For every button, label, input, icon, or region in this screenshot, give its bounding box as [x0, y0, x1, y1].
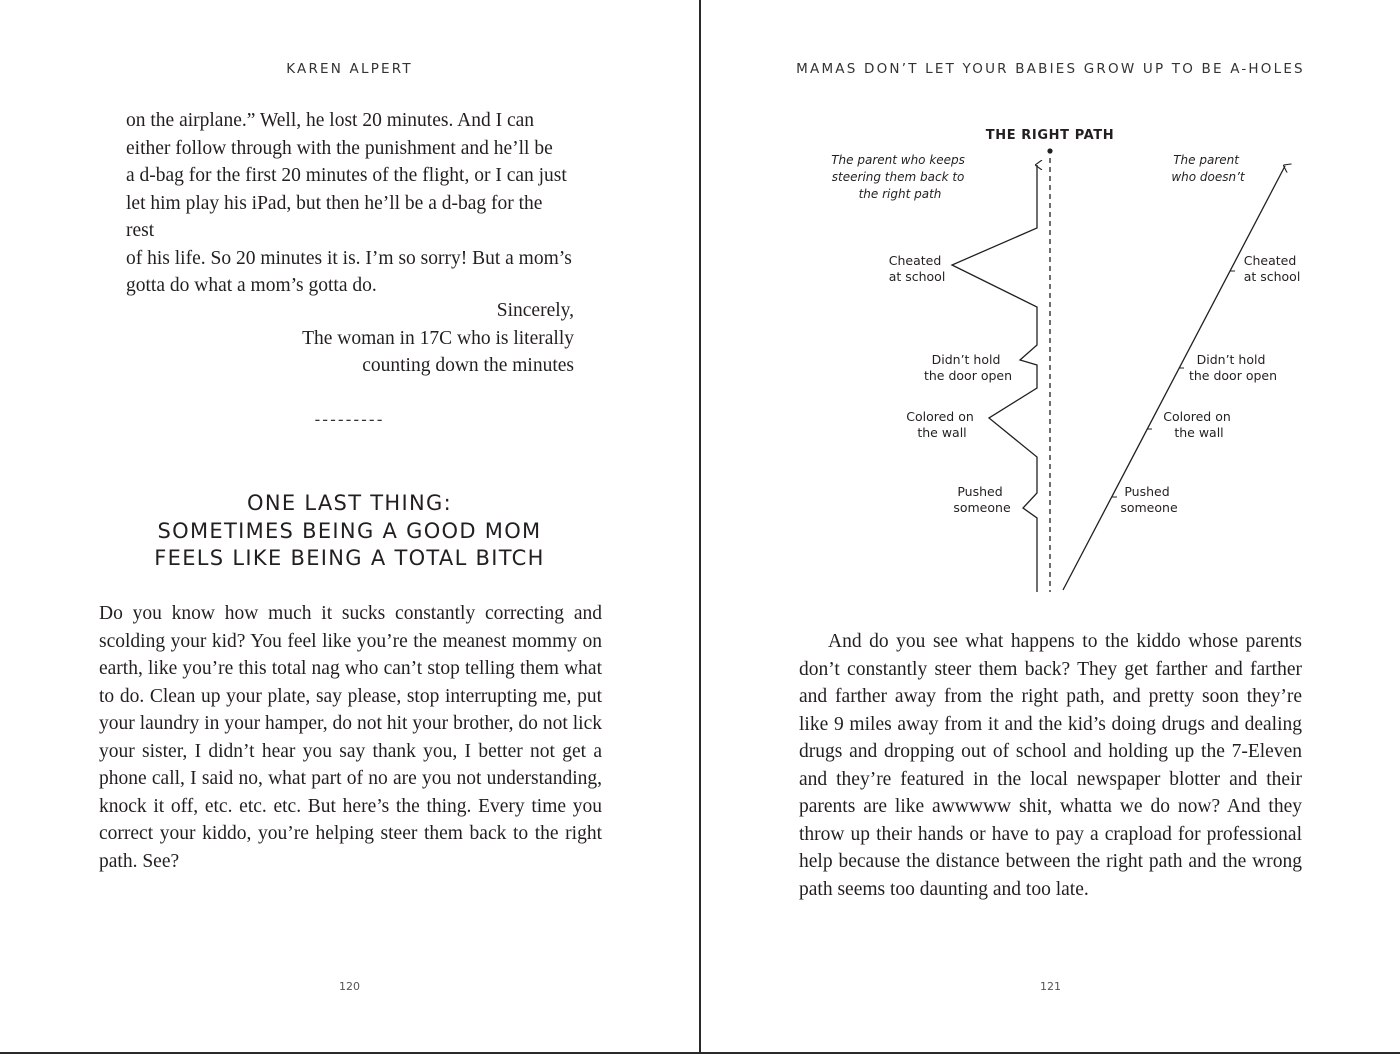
letter-line: either follow through with the punishment and he’ll be: [126, 137, 553, 159]
left-page: [0, 0, 699, 1054]
right-path-diagram: [701, 0, 1400, 600]
left-label-door: Didn’t hold the door open: [923, 352, 1013, 383]
caption-line: the right path: [858, 187, 942, 201]
letter-signoff: [200, 297, 574, 380]
letter-closing-paragraph: [126, 107, 574, 300]
caption-line: The parent: [1173, 153, 1239, 167]
left-label-cheated: Cheated at school: [888, 253, 946, 284]
right-label-pushed: Pushed someone: [1120, 484, 1178, 515]
letter-line: of his life. So 20 minutes it is. I’m so sorry! But a mom’s: [126, 247, 572, 269]
page-number: 120: [339, 980, 360, 993]
right-label-wall: Colored on the wall: [1163, 409, 1231, 440]
heading-line: ONE LAST THING:: [247, 491, 452, 515]
signoff-line: counting down the minutes: [362, 355, 574, 376]
signoff-salutation: Sincerely,: [496, 300, 574, 321]
signoff-line: The woman in 17C who is literally: [302, 327, 574, 349]
letter-line: let him play his iPad, but then he’ll be a d-bag for the rest: [126, 192, 543, 241]
left-caption: [831, 153, 969, 201]
running-head-author: KAREN ALPERT: [286, 61, 413, 77]
right-label-cheated: Cheated at school: [1243, 253, 1301, 284]
letter-line: gotta do what a mom’s gotta do.: [126, 275, 377, 296]
letter-line: on the airplane.” Well, he lost 20 minutes. And I can: [126, 110, 535, 131]
heading-line: SOMETIMES BEING A GOOD MOM: [157, 518, 542, 543]
right-path-top-dot: [1047, 148, 1052, 153]
left-label-wall: Colored on the wall: [906, 409, 974, 440]
page-number: 121: [1040, 980, 1061, 993]
section-divider: ---------: [314, 410, 385, 429]
running-head-title: MAMAS DON’T LET YOUR BABIES GROW UP TO BE A-HOLES: [796, 61, 1305, 77]
caption-line: The parent who keeps: [831, 153, 965, 167]
body-paragraph: And do you see what happens to the kiddo whose parents don’t constantly steer them back? They get farther and farther and farther away from the right path, and pretty soon they’re like 9 miles away from it and the kid’s doing drugs and dealing drugs and dropping out of school and holding up the 7-Eleven and they’re featured in the local newspaper blotter and their parents are like awwwww shit, whatta we do now? And they throw up their hands or have to pay a crapload for professional help because the distance between the right path and the wrong path seems too daunting and too late.: [799, 631, 1302, 900]
letter-line: a d-bag for the first 20 minutes of the flight, or I can just: [126, 165, 567, 186]
body-paragraph: Do you know how much it sucks constantly correcting and scolding your kid? You feel like you’re the meanest mommy on earth, like you’re this total nag who can’t stop telling them what to do. Clean up your plate, say please, stop interrupting me, put your laundry in your hamper, do not hit your brother, do not lick your sister, I didn’t hear you say thank you, I better not get a phone call, I said no, what part of no are you not understanding, knock it off, etc. etc. etc. But here’s the thing. Every time you correct your kiddo, you’re helping steer them back to the right path. See?: [99, 603, 602, 872]
caption-line: who doesn’t: [1171, 170, 1245, 184]
diagram-title: THE RIGHT PATH: [985, 128, 1115, 143]
right-caption: [1171, 153, 1246, 184]
caption-line: steering them back to: [831, 170, 965, 184]
section-heading: [0, 490, 699, 573]
right-label-door: Didn’t hold the door open: [1188, 352, 1278, 383]
left-label-pushed: Pushed someone: [953, 484, 1011, 515]
heading-line: FEELS LIKE BEING A TOTAL BITCH: [154, 546, 545, 570]
right-page: [701, 0, 1400, 1054]
